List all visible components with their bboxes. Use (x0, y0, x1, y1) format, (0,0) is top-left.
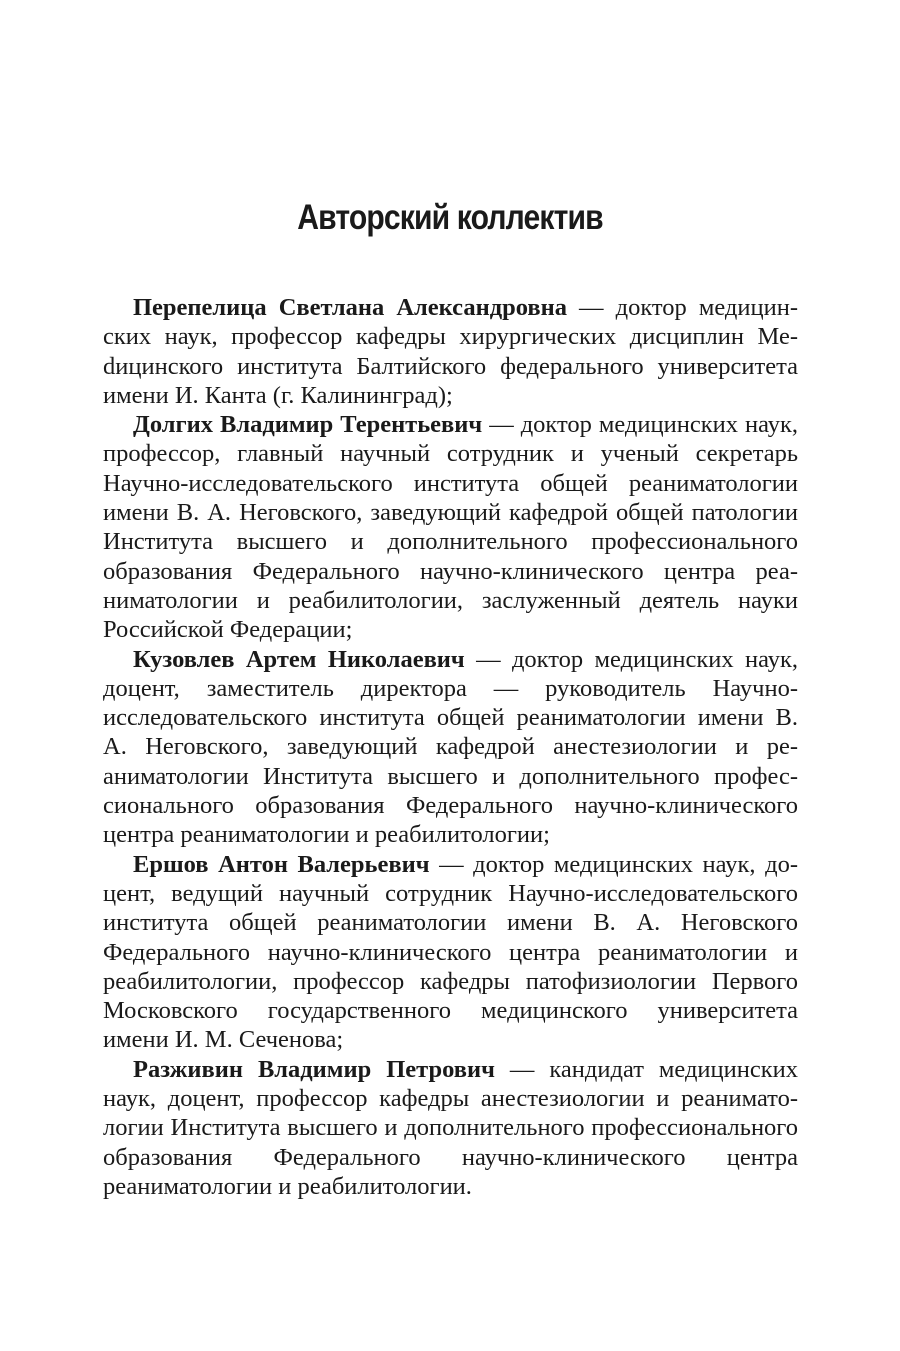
author-description: — кандидат медицинских наук, доцент, профессор кафедры анестезиологии и реаниматологии Института высшего и дополнительного профессионального образования Федерального научно-клинического центра реаниматологии и реабилитологии. (103, 1055, 798, 1200)
page-title: Авторский коллектив (297, 198, 603, 237)
author-description: — доктор медицинских наук, профессор кафедры хирургических дисциплин Меdицинского института Балтийского федерального университета имени И. Канта (г. Калининград); (103, 294, 798, 409)
author-name: Перепелица Светлана Александровна (133, 294, 567, 321)
authors-list (103, 293, 798, 1201)
author-name: Долгих Владимир Терентьевич (133, 411, 483, 439)
author-description: — доктор медицинских наук, доцент, заместитель директора — руководитель Научно-исследовательского института общей реаниматологии имени В. А. Неговского, заведующий кафедрой анестезиологии и реаниматологии Института высшего и дополнительного профессионального образования Федерального научно-клинического центра реаниматологии и реабилитологии; (103, 645, 798, 849)
author-entry (103, 293, 798, 410)
author-name: Кузовлев Артем Николаевич (133, 645, 465, 673)
author-entry (103, 410, 798, 644)
author-name: Разживин Владимир Петрович (133, 1055, 495, 1083)
author-entry (103, 850, 798, 1055)
author-entry (103, 645, 798, 850)
author-description: — доктор медицинских наук, доцент, ведущий научный сотрудник Научно-исследовательского института общей реаниматологии имени В. А. Неговского Федерального научно-клинического центра реаниматологии и реабилитологии, профессор кафедры патофизиологии Первого Московского государственного медицинского университета имени И. М. Сеченова; (103, 850, 798, 1054)
author-name: Ершов Антон Валерьевич (133, 850, 430, 878)
author-entry (103, 1055, 798, 1201)
author-description: — доктор медицинских наук, профессор, главный научный сотрудник и ученый секретарь Научно-исследовательского института общей реаниматологии имени В. А. Неговского, заведующий кафедрой общей патологии Института высшего и дополнительного профессионального образования Федерального научно-клинического центра реаниматологии и реабилитологии, заслуженный деятель науки Российской Федерации; (103, 411, 798, 644)
